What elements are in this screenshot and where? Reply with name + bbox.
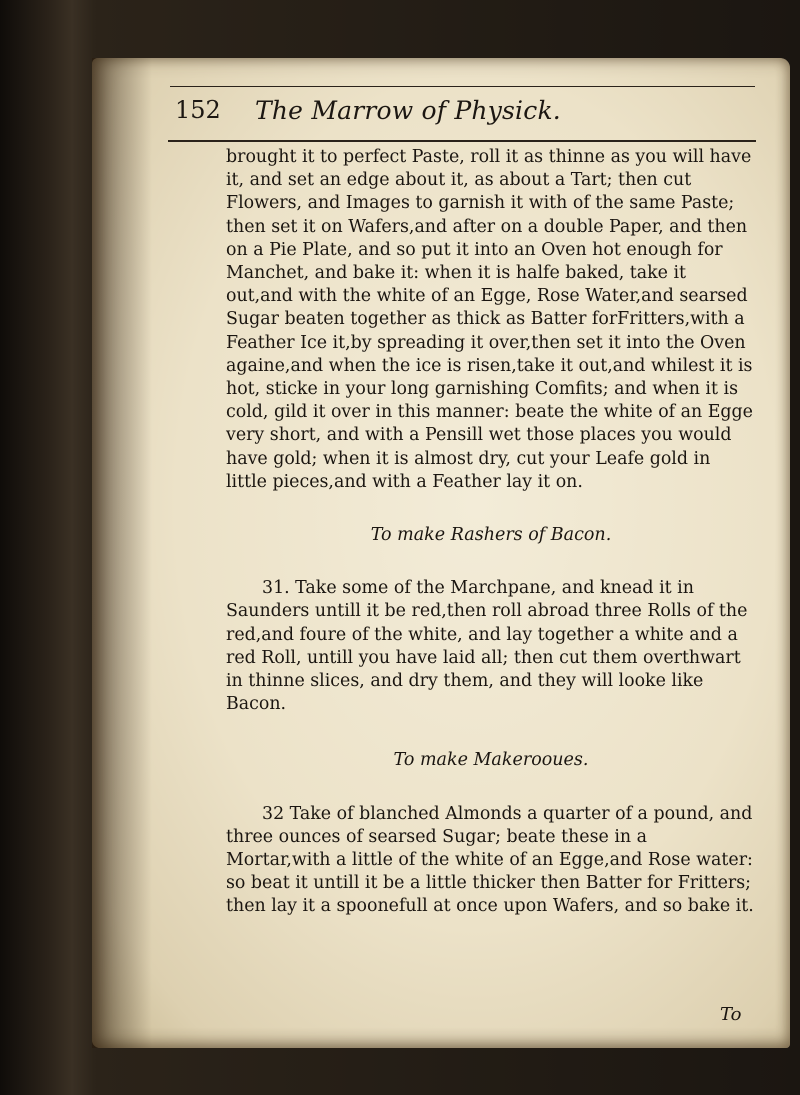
recipe-paragraph-31: 31. Take some of the Marchpane, and knead it in Saunders untill it be red,then roll abroad three Rolls of the red,and foure of the white, and lay together a white and a red Roll, untill you have laid all; then cut them overthwart in thinne slices, and dry them, and they will looke like Bacon. <box>226 578 748 715</box>
running-title: The Marrow of Physick. <box>255 96 561 125</box>
recipe-heading-rashers: To make Rashers of Bacon. <box>370 525 612 546</box>
catchword: To <box>720 1004 742 1025</box>
page-header <box>175 92 755 140</box>
recipe-heading-makerooues: To make Makerooues. <box>393 750 589 771</box>
header-rule-top <box>170 86 755 87</box>
recipe-paragraph-32: 32 Take of blanched Almonds a quarter of a pound, and three ounces of searsed Sugar; beate these in a Mortar,with a little of the white of an Egge,and Rose water: so beat it untill it be a little thicker then Batter for Fritters; then lay it a spoonefull at once upon Wafers, and so bake it. <box>226 803 754 917</box>
page-number: 152 <box>175 96 221 124</box>
page-body <box>226 146 756 919</box>
paragraph-continued: brought it to perfect Paste, roll it as thinne as you will have it, and set an edge about it, as about a Tart; then cut Flowers, and Images to garnish it with of the same Paste; then set it on Wafers,and after on a double Paper, and then on a Pie Plate, and so put it into an Oven hot enough for Manchet, and bake it: when it is halfe baked, take it out,and with the white of an Egge, Rose Water,and searsed Sugar beaten together as thick as Batter forFritters,with a Feather Ice it,by spreading it over,then set it into the Oven againe,and when the ice is risen,take it out,and whilest it is hot, sticke in your long garnishing Comfits; and when it is cold, gild it over in this manner: beate the white of an Egge very short, and with a Pensill wet those places you would have gold; when it is almost dry, cut your Leafe gold in little pieces,and with a Feather lay it on. <box>226 147 753 492</box>
header-rule-bottom <box>168 140 756 142</box>
